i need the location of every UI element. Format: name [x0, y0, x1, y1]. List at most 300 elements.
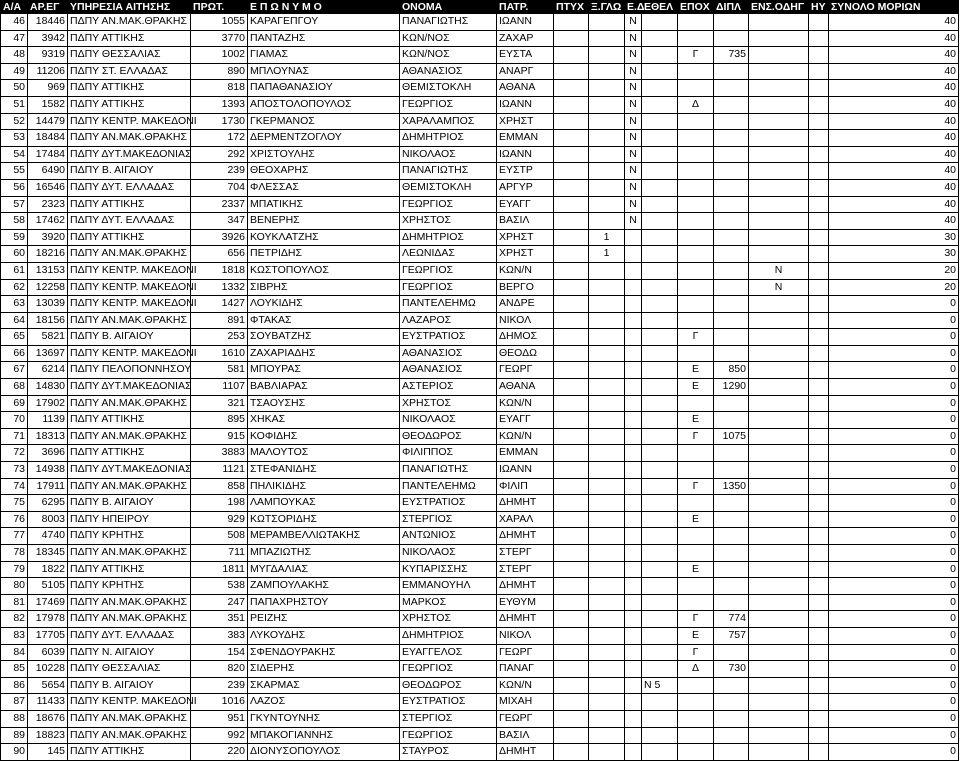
cell-col-ed	[625, 528, 642, 545]
cell-col-ptyx	[554, 428, 589, 445]
cell-col-prot: 711	[191, 545, 248, 562]
cell-col-prot: 383	[191, 627, 248, 644]
cell-col-ar-eg: 17462	[28, 213, 68, 230]
cell-col-ens-odig	[749, 545, 809, 562]
cell-col-prot: 351	[191, 611, 248, 628]
cell-col-xglo	[589, 677, 625, 694]
cell-col-patr: ΓΕΩΡΓ	[497, 644, 554, 661]
cell-col-onoma: ΑΘΑΝΑΣΙΟΣ	[400, 345, 497, 362]
cell-col-ptyx	[554, 362, 589, 379]
table-row	[1, 47, 959, 64]
cell-col-patr: ΝΙΚΟΛ	[497, 312, 554, 329]
cell-col-synolo: 0	[829, 495, 959, 512]
cell-col-dipl: 735	[714, 47, 749, 64]
cell-col-ethel: Ν 5	[642, 677, 678, 694]
cell-col-ethel	[642, 279, 678, 296]
cell-col-xglo	[589, 113, 625, 130]
cell-col-ens-odig	[749, 710, 809, 727]
cell-col-epox	[678, 262, 714, 279]
cell-col-ypiresia: ΠΔΠΥ ΑΝ.ΜΑΚ.ΘΡΑΚΗΣ	[68, 594, 191, 611]
cell-col-patr: ΒΑΣΙΛ	[497, 727, 554, 744]
cell-col-eponymo: ΘΕΟΧΑΡΗΣ	[248, 163, 400, 180]
cell-col-patr: ΔΗΜΗΤ	[497, 528, 554, 545]
cell-col-ptyx	[554, 296, 589, 313]
cell-col-hy	[809, 146, 829, 163]
cell-col-ypiresia: ΠΔΠΥ ΑΝ.ΜΑΚ.ΘΡΑΚΗΣ	[68, 130, 191, 147]
cell-col-ethel	[642, 644, 678, 661]
cell-col-ethel	[642, 312, 678, 329]
cell-col-epox	[678, 130, 714, 147]
cell-col-dipl	[714, 246, 749, 263]
cell-col-ethel	[642, 395, 678, 412]
cell-col-ptyx	[554, 30, 589, 47]
cell-col-ptyx	[554, 495, 589, 512]
cell-col-hy	[809, 661, 829, 678]
cell-col-synolo: 0	[829, 561, 959, 578]
cell-col-ar-eg: 6295	[28, 495, 68, 512]
cell-col-eponymo: ΠΑΠΑΘΑΝΑΣΙΟΥ	[248, 80, 400, 97]
cell-col-ens-odig: Ν	[749, 279, 809, 296]
table-row	[1, 196, 959, 213]
cell-col-xglo	[589, 80, 625, 97]
cell-col-xglo: 1	[589, 246, 625, 263]
cell-col-ptyx	[554, 545, 589, 562]
cell-col-ens-odig	[749, 213, 809, 230]
cell-col-synolo: 0	[829, 445, 959, 462]
cell-col-ed: Ν	[625, 14, 642, 31]
cell-col-hy	[809, 63, 829, 80]
cell-col-ed	[625, 727, 642, 744]
cell-col-epox	[678, 528, 714, 545]
cell-col-synolo: 20	[829, 279, 959, 296]
cell-col-aa: 72	[1, 445, 28, 462]
cell-col-ypiresia: ΠΔΠΥ ΑΝ.ΜΑΚ.ΘΡΑΚΗΣ	[68, 246, 191, 263]
cell-col-aa: 82	[1, 611, 28, 628]
cell-col-patr: ΖΑΧΑΡ	[497, 30, 554, 47]
cell-col-ypiresia: ΠΔΠΥ ΔΥΤ. ΕΛΛΑΔΑΣ	[68, 627, 191, 644]
cell-col-ypiresia: ΠΔΠΥ ΑΝ.ΜΑΚ.ΘΡΑΚΗΣ	[68, 14, 191, 31]
cell-col-dipl	[714, 262, 749, 279]
cell-col-ethel	[642, 30, 678, 47]
cell-col-ar-eg: 8003	[28, 511, 68, 528]
cell-col-aa: 71	[1, 428, 28, 445]
cell-col-dipl	[714, 14, 749, 31]
cell-col-patr: ΒΑΣΙΛ	[497, 213, 554, 230]
cell-col-synolo: 40	[829, 47, 959, 64]
cell-col-epox	[678, 179, 714, 196]
cell-col-onoma: ΧΡΗΣΤΟΣ	[400, 395, 497, 412]
cell-col-dipl: 850	[714, 362, 749, 379]
cell-col-ypiresia: ΠΔΠΥ ΑΤΤΙΚΗΣ	[68, 196, 191, 213]
cell-col-dipl	[714, 545, 749, 562]
cell-col-eponymo: ΛΟΥΚΙΔΗΣ	[248, 296, 400, 313]
cell-col-ptyx	[554, 661, 589, 678]
cell-col-dipl	[714, 30, 749, 47]
cell-col-patr: ΔΗΜΗΤ	[497, 495, 554, 512]
cell-col-ed	[625, 262, 642, 279]
cell-col-hy	[809, 627, 829, 644]
cell-col-ed: Ν	[625, 47, 642, 64]
cell-col-onoma: ΝΙΚΟΛΑΟΣ	[400, 146, 497, 163]
cell-col-ar-eg: 1582	[28, 96, 68, 113]
table-row	[1, 329, 959, 346]
cell-col-onoma: ΘΕΟΔΩΡΟΣ	[400, 677, 497, 694]
cell-col-ed	[625, 478, 642, 495]
cell-col-dipl	[714, 744, 749, 761]
cell-col-aa: 65	[1, 329, 28, 346]
cell-col-ar-eg: 11433	[28, 694, 68, 711]
header-col-hy: ΗΥ	[809, 1, 829, 14]
cell-col-dipl	[714, 594, 749, 611]
cell-col-aa: 69	[1, 395, 28, 412]
cell-col-xglo	[589, 262, 625, 279]
cell-col-hy	[809, 262, 829, 279]
cell-col-epox	[678, 495, 714, 512]
cell-col-hy	[809, 30, 829, 47]
cell-col-onoma: ΑΣΤΕΡΙΟΣ	[400, 379, 497, 396]
cell-col-eponymo: ΓΚΕΡΜΑΝΟΣ	[248, 113, 400, 130]
cell-col-onoma: ΠΑΝΑΓΙΩΤΗΣ	[400, 163, 497, 180]
cell-col-ar-eg: 3920	[28, 229, 68, 246]
cell-col-ed	[625, 495, 642, 512]
table-row	[1, 395, 959, 412]
cell-col-ethel	[642, 96, 678, 113]
cell-col-ypiresia: ΠΔΠΥ ΑΝ.ΜΑΚ.ΘΡΑΚΗΣ	[68, 395, 191, 412]
header-col-eponymo: Ε Π Ω Ν Υ Μ Ο	[248, 1, 400, 14]
cell-col-prot: 818	[191, 80, 248, 97]
cell-col-ens-odig	[749, 445, 809, 462]
cell-col-aa: 70	[1, 412, 28, 429]
cell-col-epox	[678, 63, 714, 80]
table-row	[1, 694, 959, 711]
cell-col-aa: 58	[1, 213, 28, 230]
cell-col-ptyx	[554, 395, 589, 412]
cell-col-synolo: 20	[829, 262, 959, 279]
cell-col-ens-odig	[749, 661, 809, 678]
cell-col-ethel	[642, 196, 678, 213]
cell-col-patr: ΚΩΝ/Ν	[497, 428, 554, 445]
cell-col-xglo	[589, 727, 625, 744]
table-row	[1, 113, 959, 130]
cell-col-ar-eg: 2323	[28, 196, 68, 213]
cell-col-ptyx	[554, 14, 589, 31]
cell-col-dipl	[714, 163, 749, 180]
cell-col-ar-eg: 17978	[28, 611, 68, 628]
cell-col-hy	[809, 710, 829, 727]
cell-col-aa: 81	[1, 594, 28, 611]
cell-col-dipl	[714, 113, 749, 130]
cell-col-eponymo: ΜΠΟΥΡΑΣ	[248, 362, 400, 379]
cell-col-eponymo: ΤΣΑΟΥΣΗΣ	[248, 395, 400, 412]
cell-col-ar-eg: 18345	[28, 545, 68, 562]
cell-col-ptyx	[554, 511, 589, 528]
table-row	[1, 312, 959, 329]
cell-col-onoma: ΘΕΟΔΩΡΟΣ	[400, 428, 497, 445]
cell-col-synolo: 0	[829, 644, 959, 661]
cell-col-ptyx	[554, 345, 589, 362]
cell-col-epox	[678, 345, 714, 362]
cell-col-onoma: ΧΡΗΣΤΟΣ	[400, 213, 497, 230]
cell-col-prot: 704	[191, 179, 248, 196]
cell-col-epox	[678, 213, 714, 230]
cell-col-eponymo: ΜΠΛΟΥΝΑΣ	[248, 63, 400, 80]
cell-col-ethel	[642, 296, 678, 313]
cell-col-xglo	[589, 428, 625, 445]
cell-col-aa: 78	[1, 545, 28, 562]
cell-col-ptyx	[554, 478, 589, 495]
cell-col-onoma: ΔΗΜΗΤΡΙΟΣ	[400, 627, 497, 644]
cell-col-ethel	[642, 445, 678, 462]
cell-col-xglo	[589, 14, 625, 31]
cell-col-synolo: 30	[829, 229, 959, 246]
cell-col-prot: 172	[191, 130, 248, 147]
cell-col-hy	[809, 511, 829, 528]
cell-col-patr: ΒΕΡΓΟ	[497, 279, 554, 296]
cell-col-ethel	[642, 594, 678, 611]
cell-col-eponymo: ΖΑΧΑΡΙΑΔΗΣ	[248, 345, 400, 362]
cell-col-prot: 858	[191, 478, 248, 495]
cell-col-hy	[809, 727, 829, 744]
cell-col-prot: 3883	[191, 445, 248, 462]
cell-col-hy	[809, 578, 829, 595]
cell-col-eponymo: ΔΙΟΝΥΣΟΠΟΥΛΟΣ	[248, 744, 400, 761]
cell-col-hy	[809, 47, 829, 64]
cell-col-xglo	[589, 296, 625, 313]
cell-col-epox	[678, 30, 714, 47]
cell-col-ethel	[642, 47, 678, 64]
cell-col-ptyx	[554, 528, 589, 545]
cell-col-eponymo: ΦΤΑΚΑΣ	[248, 312, 400, 329]
cell-col-xglo	[589, 445, 625, 462]
cell-col-patr: ΑΡΓΥΡ	[497, 179, 554, 196]
cell-col-ens-odig	[749, 694, 809, 711]
cell-col-xglo	[589, 163, 625, 180]
cell-col-ar-eg: 5821	[28, 329, 68, 346]
cell-col-dipl	[714, 296, 749, 313]
cell-col-eponymo: ΚΩΤΣΟΡΙΔΗΣ	[248, 511, 400, 528]
cell-col-ptyx	[554, 561, 589, 578]
cell-col-ed	[625, 462, 642, 479]
cell-col-prot: 198	[191, 495, 248, 512]
cell-col-hy	[809, 196, 829, 213]
table-row	[1, 179, 959, 196]
header-col-epox: ΕΠΟΧ	[678, 1, 714, 14]
cell-col-ar-eg: 1139	[28, 412, 68, 429]
cell-col-hy	[809, 312, 829, 329]
cell-col-hy	[809, 130, 829, 147]
cell-col-hy	[809, 611, 829, 628]
cell-col-xglo	[589, 47, 625, 64]
cell-col-ethel	[642, 229, 678, 246]
cell-col-xglo	[589, 594, 625, 611]
cell-col-onoma: ΠΑΝΤΕΛΕΗΜΩ	[400, 478, 497, 495]
cell-col-ens-odig	[749, 561, 809, 578]
cell-col-synolo: 40	[829, 96, 959, 113]
cell-col-aa: 86	[1, 677, 28, 694]
cell-col-hy	[809, 246, 829, 263]
cell-col-prot: 656	[191, 246, 248, 263]
header-col-patr: ΠΑΤΡ.	[497, 1, 554, 14]
cell-col-xglo	[589, 627, 625, 644]
table-row	[1, 677, 959, 694]
cell-col-prot: 239	[191, 163, 248, 180]
cell-col-dipl	[714, 495, 749, 512]
cell-col-ar-eg: 6039	[28, 644, 68, 661]
cell-col-eponymo: ΧΡΙΣΤΟΥΛΗΣ	[248, 146, 400, 163]
cell-col-ar-eg: 145	[28, 744, 68, 761]
cell-col-ed: Ν	[625, 163, 642, 180]
cell-col-hy	[809, 345, 829, 362]
cell-col-ethel	[642, 578, 678, 595]
cell-col-epox: Ε	[678, 511, 714, 528]
cell-col-eponymo: ΖΑΜΠΟΥΛΑΚΗΣ	[248, 578, 400, 595]
cell-col-dipl	[714, 279, 749, 296]
cell-col-synolo: 0	[829, 677, 959, 694]
cell-col-ens-odig	[749, 412, 809, 429]
cell-col-ed: Ν	[625, 213, 642, 230]
cell-col-synolo: 40	[829, 163, 959, 180]
cell-col-dipl	[714, 130, 749, 147]
cell-col-aa: 51	[1, 96, 28, 113]
cell-col-ptyx	[554, 329, 589, 346]
cell-col-ethel	[642, 495, 678, 512]
cell-col-aa: 48	[1, 47, 28, 64]
cell-col-ethel	[642, 627, 678, 644]
cell-col-ed	[625, 627, 642, 644]
cell-col-ar-eg: 5654	[28, 677, 68, 694]
cell-col-synolo: 0	[829, 611, 959, 628]
cell-col-ypiresia: ΠΔΠΥ Β. ΑΙΓΑΙΟΥ	[68, 677, 191, 694]
cell-col-onoma: ΣΤΕΡΓΙΟΣ	[400, 511, 497, 528]
cell-col-ethel	[642, 511, 678, 528]
cell-col-ypiresia: ΠΔΠΥ ΘΕΣΣΑΛΙΑΣ	[68, 661, 191, 678]
table-row	[1, 511, 959, 528]
cell-col-ptyx	[554, 379, 589, 396]
table-row	[1, 163, 959, 180]
cell-col-ar-eg: 1822	[28, 561, 68, 578]
cell-col-ypiresia: ΠΔΠΥ ΑΝ.ΜΑΚ.ΘΡΑΚΗΣ	[68, 428, 191, 445]
table-row	[1, 462, 959, 479]
cell-col-aa: 90	[1, 744, 28, 761]
cell-col-dipl: 1350	[714, 478, 749, 495]
cell-col-aa: 89	[1, 727, 28, 744]
cell-col-epox	[678, 113, 714, 130]
cell-col-synolo: 0	[829, 478, 959, 495]
cell-col-onoma: ΚΥΠΑΡΙΣΣΗΣ	[400, 561, 497, 578]
cell-col-ypiresia: ΠΔΠΥ ΑΤΤΙΚΗΣ	[68, 30, 191, 47]
cell-col-ens-odig	[749, 80, 809, 97]
cell-col-onoma: ΝΙΚΟΛΑΟΣ	[400, 545, 497, 562]
cell-col-ar-eg: 6490	[28, 163, 68, 180]
cell-col-epox: Δ	[678, 661, 714, 678]
cell-col-xglo	[589, 545, 625, 562]
cell-col-ethel	[642, 727, 678, 744]
cell-col-epox: Γ	[678, 478, 714, 495]
cell-col-patr: ΠΑΝΑΓ	[497, 661, 554, 678]
cell-col-hy	[809, 213, 829, 230]
cell-col-dipl	[714, 179, 749, 196]
cell-col-xglo	[589, 30, 625, 47]
cell-col-ed	[625, 329, 642, 346]
cell-col-ar-eg: 18446	[28, 14, 68, 31]
cell-col-ens-odig	[749, 63, 809, 80]
cell-col-ed: Ν	[625, 113, 642, 130]
cell-col-patr: ΑΘΑΝΑ	[497, 80, 554, 97]
cell-col-epox	[678, 462, 714, 479]
cell-col-epox	[678, 312, 714, 329]
table-row	[1, 578, 959, 595]
cell-col-synolo: 0	[829, 661, 959, 678]
table-row	[1, 627, 959, 644]
cell-col-ens-odig	[749, 196, 809, 213]
cell-col-dipl	[714, 312, 749, 329]
cell-col-ed	[625, 428, 642, 445]
cell-col-eponymo: ΠΕΤΡΙΔΗΣ	[248, 246, 400, 263]
cell-col-ens-odig	[749, 594, 809, 611]
table-row	[1, 611, 959, 628]
cell-col-onoma: ΣΤΑΥΡΟΣ	[400, 744, 497, 761]
cell-col-onoma: ΧΑΡΑΛΑΜΠΟΣ	[400, 113, 497, 130]
cell-col-dipl	[714, 213, 749, 230]
cell-col-onoma: ΛΑΖΑΡΟΣ	[400, 312, 497, 329]
cell-col-aa: 50	[1, 80, 28, 97]
cell-col-synolo: 40	[829, 130, 959, 147]
cell-col-onoma: ΔΗΜΗΤΡΙΟΣ	[400, 130, 497, 147]
cell-col-ar-eg: 14830	[28, 379, 68, 396]
cell-col-eponymo: ΛΥΚΟΥΔΗΣ	[248, 627, 400, 644]
cell-col-xglo	[589, 179, 625, 196]
cell-col-ar-eg: 3942	[28, 30, 68, 47]
table-row	[1, 229, 959, 246]
cell-col-ed: Ν	[625, 96, 642, 113]
cell-col-prot: 292	[191, 146, 248, 163]
header-col-xglo: Ξ.ΓΛΩ	[589, 1, 625, 14]
cell-col-epox	[678, 80, 714, 97]
cell-col-ptyx	[554, 412, 589, 429]
cell-col-ar-eg: 18676	[28, 710, 68, 727]
cell-col-epox: Γ	[678, 428, 714, 445]
cell-col-patr: ΝΙΚΟΛ	[497, 627, 554, 644]
table-row	[1, 412, 959, 429]
cell-col-xglo	[589, 130, 625, 147]
cell-col-ar-eg: 969	[28, 80, 68, 97]
cell-col-hy	[809, 594, 829, 611]
header-col-ar-eg: ΑΡ.ΕΓ	[28, 1, 68, 14]
cell-col-onoma: ΕΥΣΤΡΑΤΙΟΣ	[400, 495, 497, 512]
cell-col-prot: 1107	[191, 379, 248, 396]
cell-col-ethel	[642, 478, 678, 495]
cell-col-synolo: 0	[829, 710, 959, 727]
cell-col-ens-odig	[749, 96, 809, 113]
cell-col-synolo: 0	[829, 545, 959, 562]
cell-col-eponymo: ΔΕΡΜΕΝΤΖΟΓΛΟΥ	[248, 130, 400, 147]
cell-col-ed	[625, 345, 642, 362]
cell-col-patr: ΑΝΑΡΓ	[497, 63, 554, 80]
cell-col-synolo: 0	[829, 395, 959, 412]
cell-col-ypiresia: ΠΔΠΥ Β. ΑΙΓΑΙΟΥ	[68, 495, 191, 512]
cell-col-onoma: ΠΑΝΑΓΙΩΤΗΣ	[400, 14, 497, 31]
table-row	[1, 445, 959, 462]
cell-col-onoma: ΕΜΜΑΝΟΥΗΛ	[400, 578, 497, 595]
cell-col-epox: Γ	[678, 644, 714, 661]
cell-col-xglo	[589, 611, 625, 628]
cell-col-ar-eg: 13153	[28, 262, 68, 279]
cell-col-ed	[625, 412, 642, 429]
cell-col-ptyx	[554, 727, 589, 744]
cell-col-hy	[809, 478, 829, 495]
cell-col-eponymo: ΓΙΑΜΑΣ	[248, 47, 400, 64]
cell-col-prot: 581	[191, 362, 248, 379]
